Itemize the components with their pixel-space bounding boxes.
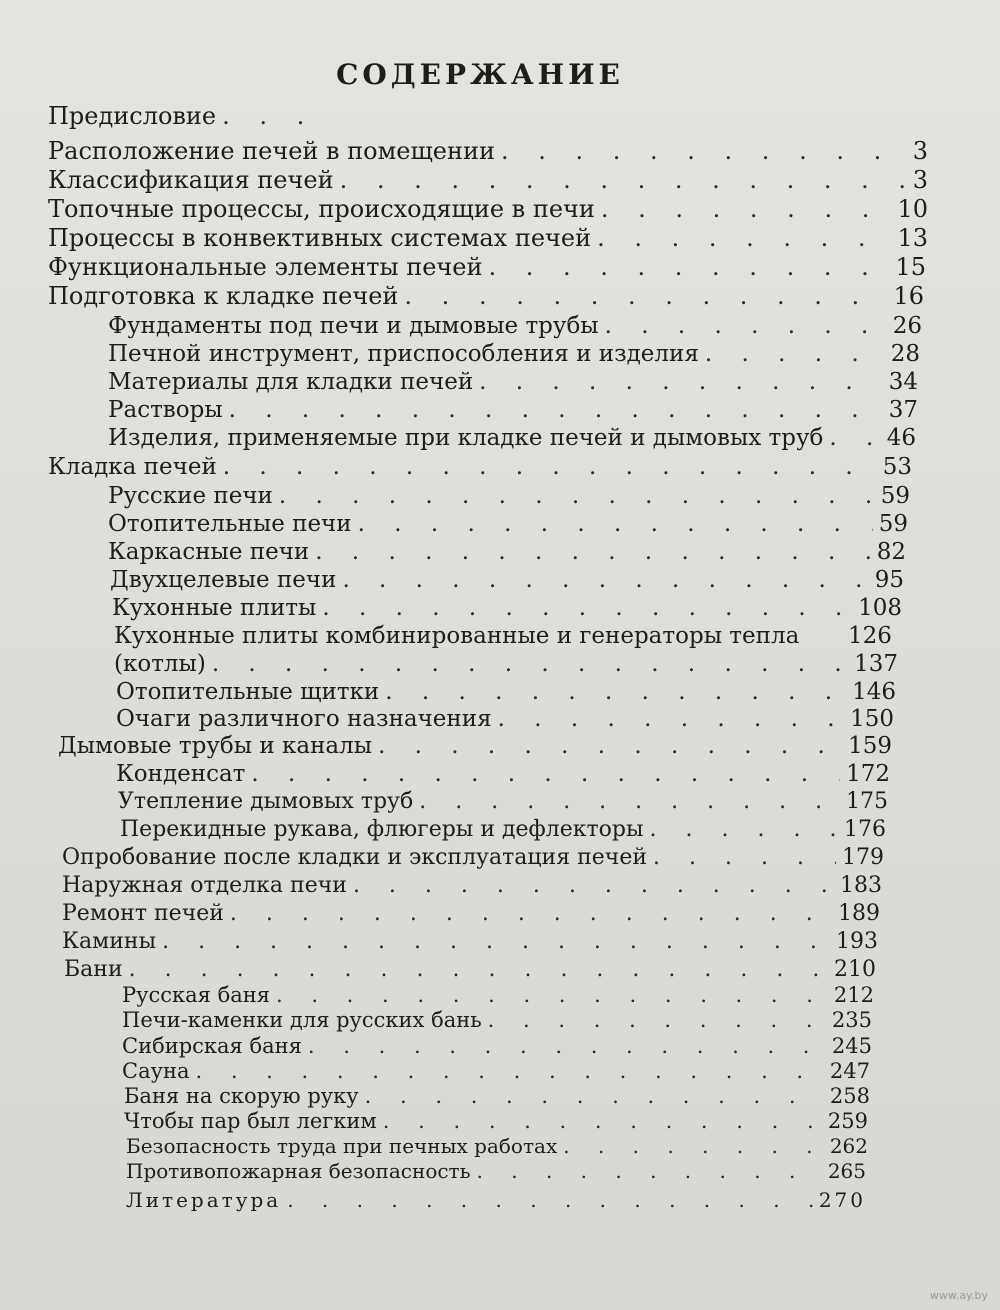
toc-entry-title: Отопительные печи [108, 511, 352, 537]
toc-entry-page: 262 [829, 1134, 868, 1158]
toc-entry-title: Функциональные элементы печей [48, 253, 483, 281]
toc-leader-dots [162, 930, 830, 953]
toc-entry-title: Кухонные плиты комбинированные и генераторы тепла [114, 623, 800, 649]
toc-entry-page: 37 [888, 397, 918, 423]
toc-entry-page: 172 [846, 761, 890, 787]
toc-entry-page: 265 [827, 1159, 866, 1183]
toc-entry-title: Очаги различного назначения [116, 706, 492, 732]
toc-entry-title: Каркасные печи [108, 539, 310, 565]
toc-leader-dots [479, 370, 883, 394]
toc-entry-title: Отопительные щитки [116, 679, 380, 705]
toc-leader-dots [315, 540, 870, 564]
toc-leader-dots [365, 1085, 824, 1107]
toc-entry-title: Сибирская баня [122, 1034, 302, 1058]
toc-entry [48, 455, 912, 479]
toc-leader-dots [605, 314, 887, 338]
toc-entry-page: 3 [912, 166, 928, 194]
toc-entry-title: Литература [126, 1188, 282, 1212]
toc-entry-page: 259 [827, 1109, 868, 1133]
toc-entry [108, 370, 918, 394]
toc-entry [122, 1060, 870, 1082]
toc-entry-title: Расположение печей в помещении [48, 137, 495, 165]
toc-entry [48, 139, 928, 164]
toc-entry [122, 1009, 872, 1031]
toc-entry-page: 176 [844, 817, 886, 842]
toc-leader-dots [279, 484, 875, 508]
toc-entry-page: 28 [890, 341, 920, 367]
toc-entry-page: 193 [836, 929, 878, 954]
toc-entry-title: Дымовые трубы и каналы [58, 733, 373, 759]
toc-leader-dots [597, 226, 891, 251]
toc-entry-title: Растворы [108, 397, 223, 423]
toc-entry-title: Печной инструмент, приспособления и изделия [108, 341, 699, 367]
toc-leader-dots [404, 284, 887, 309]
toc-leader-dots [276, 984, 828, 1006]
toc-entry [122, 1035, 872, 1057]
toc-entry-title: Кладка печей [48, 454, 217, 480]
toc-entry-title: Сауна [122, 1059, 190, 1083]
toc-leader-dots [383, 1110, 822, 1132]
toc-leader-dots [353, 874, 834, 897]
toc-entry-title: Топочные процессы, происходящие в печи [48, 195, 595, 223]
toc-entry-page: 3 [912, 137, 928, 165]
toc-leader-dots [498, 707, 845, 731]
toc-entry [62, 902, 880, 925]
toc-leader-dots [385, 680, 846, 704]
toc-entry [48, 104, 310, 129]
toc-entry-title: Утепление дымовых труб [118, 789, 414, 814]
toc-entry-title: Процессы в конвективных системах печей [48, 224, 592, 252]
toc-entry-page: 189 [838, 901, 880, 926]
toc-entry-page: 108 [858, 595, 902, 621]
toc-entry [108, 426, 916, 450]
toc-entry [124, 1110, 868, 1132]
toc-entry [124, 1085, 870, 1107]
toc-leader-dots [195, 1060, 823, 1082]
toc-entry-title: Изделия, применяемые при кладке печей и дымовых труб [108, 425, 824, 451]
toc-entry [62, 874, 882, 897]
toc-leader-dots [223, 455, 877, 479]
toc-entry-title: Материалы для кладки печей [108, 369, 474, 395]
toc-leader-dots [378, 734, 842, 758]
toc-entry [108, 342, 920, 366]
toc-entry-page: 59 [880, 483, 910, 509]
toc-entry-page: 150 [850, 706, 894, 732]
toc-entry-page: 210 [834, 957, 876, 982]
toc-entry [64, 958, 876, 981]
toc-entry-title: Русские печи [108, 483, 273, 509]
toc-entry-page: 13 [897, 224, 928, 252]
toc-entry [126, 1136, 868, 1157]
toc-leader-dots [322, 596, 852, 620]
toc-entry-title: Ремонт печей [62, 901, 224, 926]
toc-leader-dots [601, 197, 892, 222]
toc-entry-title: Баня на скорую руку [124, 1084, 359, 1108]
toc-leader-dots [308, 1035, 826, 1057]
toc-entry-title-cont: (котлы) [114, 651, 206, 677]
toc-entry-page: 183 [840, 873, 882, 898]
page-title: СОДЕРЖАНИЕ [336, 58, 624, 91]
toc-leader-dots [342, 568, 868, 592]
toc-entry [58, 734, 892, 758]
toc-entry-title: Перекидные рукава, флюгеры и дефлекторы [120, 817, 644, 842]
toc-entry-title: Чтобы пар был легким [124, 1109, 377, 1133]
toc-entry [62, 846, 884, 869]
toc-entry [126, 1190, 866, 1211]
toc-leader-dots [212, 652, 848, 676]
toc-entry-page: 175 [846, 789, 888, 814]
watermark: www.ay.by [929, 1289, 988, 1302]
toc-entry-page: 212 [833, 983, 874, 1007]
toc-leader-dots [489, 255, 890, 280]
toc-entry-page: 179 [842, 845, 884, 870]
toc-entry-page: 258 [829, 1084, 870, 1108]
toc-leader-dots [340, 168, 907, 193]
toc-entry-page: 59 [878, 511, 908, 537]
toc-entry-page: 235 [831, 1008, 872, 1032]
toc-leader-dots [287, 1190, 813, 1211]
toc-entry [108, 314, 922, 338]
toc-entry-title: Конденсат [116, 761, 246, 787]
toc-entry-page: 34 [888, 369, 918, 395]
toc-entry [48, 284, 924, 309]
toc-entry-page: 126 [848, 623, 892, 649]
toc-leader-dots [705, 342, 885, 366]
toc-leader-dots [251, 762, 840, 786]
toc-entry-title: Бани [64, 957, 123, 982]
toc-entry [108, 540, 906, 564]
toc-entry-page: 53 [882, 454, 912, 480]
toc-entry-title: Камины [62, 929, 157, 954]
toc-entry-page: 159 [848, 733, 892, 759]
toc-leader-dots [488, 1009, 826, 1031]
toc-leader-dots [650, 818, 838, 841]
toc-entry-page: 26 [892, 313, 922, 339]
toc-leader-dots [230, 902, 832, 925]
toc-entry-page: 270 [818, 1188, 866, 1212]
toc-entry-title: Двухцелевые печи [110, 567, 337, 593]
toc-entry [118, 790, 888, 813]
toc-entry [110, 568, 904, 592]
toc-entry [108, 512, 908, 536]
toc-entry-page: 95 [874, 567, 904, 593]
toc-entry [112, 596, 902, 620]
toc-entry [120, 818, 886, 841]
toc-entry-title: Кухонные плиты [112, 595, 317, 621]
toc-entry-page: 82 [876, 539, 906, 565]
toc-entry-page: 46 [886, 425, 916, 451]
toc-entry-title: Безопасность труда при печных работах [126, 1134, 558, 1158]
toc-entry [108, 398, 918, 422]
toc-leader-dots [129, 958, 828, 981]
toc-leader-dots [222, 104, 304, 129]
toc-leader-dots [419, 790, 840, 813]
toc-entry-page: 247 [829, 1059, 870, 1083]
toc-leader-dots [501, 139, 907, 164]
toc-leader-dots [653, 846, 836, 869]
toc-entry [48, 255, 926, 280]
toc-leader-dots [563, 1136, 824, 1157]
toc-entry [62, 930, 878, 953]
toc-entry [116, 762, 890, 786]
toc-leader-dots [477, 1161, 822, 1182]
toc-entry [48, 168, 928, 193]
toc-entry-page: 15 [895, 253, 926, 281]
toc-entry-title: Подготовка к кладке печей [48, 282, 399, 310]
toc-entry-title: Фундаменты под печи и дымовые трубы [108, 313, 599, 339]
toc-entry-title: Опробование после кладки и эксплуатация печей [62, 845, 647, 870]
toc-entry [116, 680, 896, 704]
toc-entry-page: 16 [893, 282, 924, 310]
toc-entry-title: Классификация печей [48, 166, 334, 194]
toc-leader-dots [358, 512, 873, 536]
toc-entry-title: Противопожарная безопасность [126, 1159, 471, 1183]
toc-entry-title: Русская баня [122, 983, 270, 1007]
toc-entry [48, 226, 928, 251]
toc-entry-page: 137 [854, 651, 898, 677]
toc-leader-dots [229, 398, 883, 422]
toc-entry-title: Предисловие [48, 102, 217, 130]
toc-entry [126, 1161, 866, 1182]
toc-entry-page: 10 [897, 195, 928, 223]
toc-entry-title: Печи-каменки для русских бань [122, 1008, 482, 1032]
toc-entry-page: 245 [831, 1034, 872, 1058]
toc-entry [122, 984, 874, 1006]
toc-entry-page: 146 [852, 679, 896, 705]
toc-entry-title: Наружная отделка печи [62, 873, 347, 898]
toc-entry [116, 707, 894, 731]
toc-entry [108, 484, 910, 508]
toc-leader-dots [829, 426, 880, 450]
toc-entry [48, 197, 928, 222]
toc-entry-continuation [114, 652, 898, 676]
